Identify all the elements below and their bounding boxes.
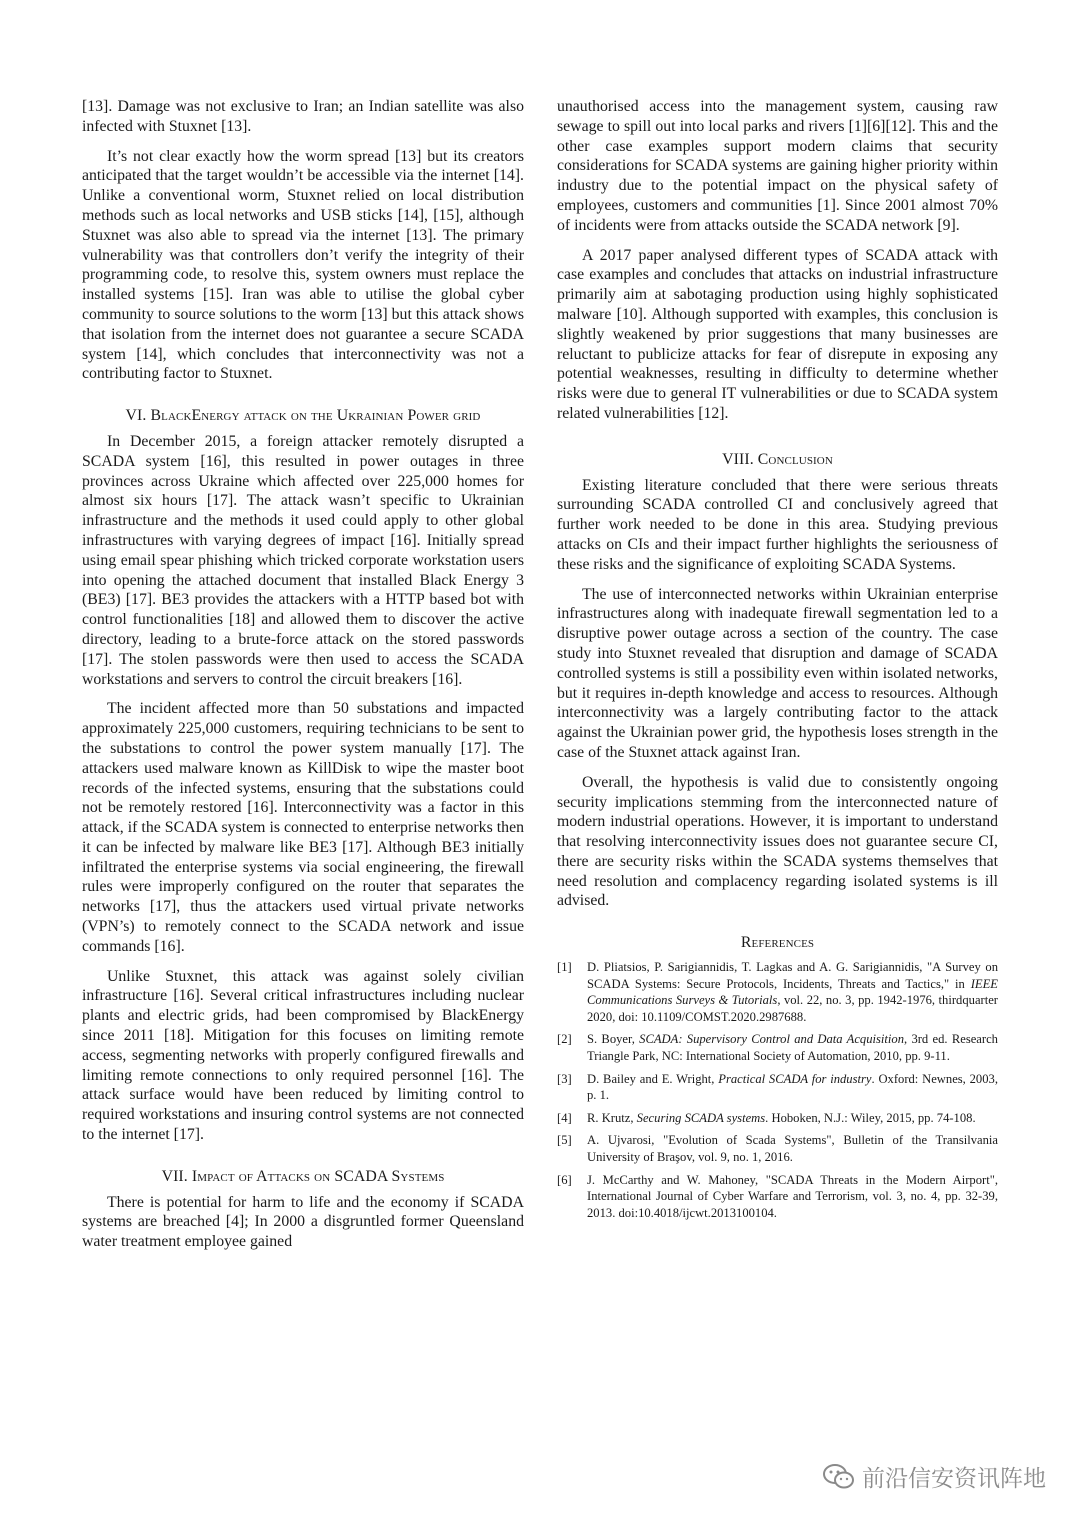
paragraph: In December 2015, a foreign attacker remotely disrupted a SCADA system [16], this resulted in power outages in three provinces across Ukraine which affected over 225,000 homes for almost six hours [17]. The attack wasn’t specific to Ukrainian infrastructure and the methods it used could apply to other global infrastructures with varying degrees of impact [16]. Initially spread using email spear phishing which tricked corporate workstation users into opening the attached document that installed Black Energy 3 (BE3) [17]. BE3 provides the attackers with a HTTP based bot with control functionalities [18] and allowed them to discover the active directory, leading to a brute-force attack on the stored passwords [17]. The stolen passwords were then used to access the SCADA workstations and servers to control the circuit breakers [16]. <box>82 432 524 688</box>
reference-text-part: . Hoboken, N.J.: Wiley, 2015, pp. 74-108. <box>765 1110 976 1125</box>
reference-number: [3] <box>557 1071 572 1086</box>
reference-text <box>587 1031 998 1064</box>
reference-title: Practical SCADA for industry <box>718 1071 872 1086</box>
section-heading-vii: VII. Impact of Attacks on SCADA Systems <box>161 1167 445 1185</box>
reference-number: [5] <box>557 1133 572 1148</box>
reference-text-part: . Oxford: Newnes, 2003, p. 1. <box>587 1071 998 1103</box>
paragraph: [13]. Damage was not exclusive to Iran; an Indian satellite was also infected with Stuxnet [13]. <box>82 98 524 135</box>
reference-text-part: D. Pliatsios, P. Sarigiannidis, T. Lagkas and A. G. Sarigiannidis, "A Survey on SCADA Systems: Secure Protocols, Incidents, Threats and Tactics," in <box>587 960 998 991</box>
section-heading-vi: VI. BlackEnergy attack on the Ukrainian Power grid <box>125 407 481 425</box>
reference-item <box>557 1071 998 1104</box>
right-column <box>557 97 998 1227</box>
reference-number: [6] <box>557 1172 572 1187</box>
paragraph: A 2017 paper analysed different types of SCADA attack with case examples and concludes that attacks on industrial infrastructure primarily aim at sabotaging production using highly sophisticated malware [10]. Although supported with examples, this conclusion is slightly weakened by prior suggestions that many businesses are reluctant to publicize attacks for fear of disrepute in exposing any potential weaknesses, resulting in difficulty to determine whether risks were due to general IT vulnerabilities or due to SCADA system related vulnerabilities [12]. <box>557 246 998 422</box>
reference-text-part: R. Krutz, <box>587 1110 637 1125</box>
reference-item <box>557 1132 998 1165</box>
reference-text <box>587 1132 998 1165</box>
references-list <box>557 959 998 1221</box>
watermark <box>822 1460 1046 1493</box>
section-heading-viii: VIII. Conclusion <box>722 450 833 468</box>
left-column <box>82 97 524 1262</box>
reference-text-part: , 3rd ed. Research Triangle Park, NC: International Society of Automation, 2010, pp. 9-11. <box>587 1032 998 1064</box>
paragraph: Unlike Stuxnet, this attack was against solely civilian infrastructure [16]. Several critical infrastructures including nuclear plants and electric grids, had been compromised by BlackEnergy since 2011 [18]. Mitigation for this focuses on limiting remote access, segmenting networks with properly configured firewalls and limiting remote connections to only required personnel [16]. The attack surface would have been reduced by limiting control to required workstations and insuring control systems are not connected to the internet [17]. <box>82 967 524 1144</box>
reference-title: SCADA: Supervisory Control and Data Acquisition <box>639 1032 905 1047</box>
reference-title: Securing SCADA systems <box>636 1110 766 1125</box>
paragraph: There is potential for harm to life and the economy if SCADA systems are breached [4]; In 2000 a disgruntled former Queensland water treatment employee gained <box>82 1193 524 1251</box>
paragraph: Existing literature concluded that there were serious threats surrounding SCADA controlled CI and conclusively agreed that further work needed to be done in this area. Studying previous attacks on CIs and their impact further highlights the seriousness of these risks and the significance of exploiting SCADA Systems. <box>557 476 998 573</box>
reference-text-part: J. McCarthy and W. Mahoney, "SCADA Threats in the Modern Airport", International Journal of Cyber Warfare and Terrorism, vol. 3, no. 4, pp. 32-39, 2013. doi:10.4018/ijcwt.2013100104. <box>587 1172 998 1220</box>
reference-text <box>587 959 998 1025</box>
paragraph: It’s not clear exactly how the worm spread [13] but its creators anticipated that the target wouldn’t be accessible via the internet [14]. Unlike a conventional worm, Stuxnet relied on local distribution methods such as local networks and USB sticks [14], [15], although Stuxnet was also able to spread via the internet [13]. The primary vulnerability was that controllers don’t verify the integrity of their programming code, to resolve this, system owners must replace the installed systems [15]. Iran was able to utilise the global cyber community to source solutions to the worm [13] but this attack shows that isolation from the internet does not guarantee a secure SCADA system [14], which concludes that interconnectivity was not a contributing factor to Stuxnet. <box>82 147 524 383</box>
paragraph: Overall, the hypothesis is valid due to consistently ongoing security implications stemming from the interconnected nature of modern industrial operations. However, it is important to understand that resolving interconnectivity issues does not guarantee secure CI, there are security risks within the SCADA systems themselves that need resolution and complacency regarding isolated systems is ill advised. <box>557 773 998 910</box>
reference-number: [2] <box>557 1032 572 1047</box>
reference-item <box>557 959 998 1025</box>
reference-text-part: D. Bailey and E. Wright, <box>587 1071 719 1086</box>
reference-text-part: , vol. 22, no. 3, pp. 1942-1976, thirdquarter 2020, doi: 10.1109/COMST.2020.2987688. <box>587 993 999 1024</box>
paragraph: The incident affected more than 50 substations and impacted approximately 225,000 customers, requiring technicians to be sent to the substations to control the power system manually [17]. The attackers used malware known as KillDisk to wipe the master boot records of the infected systems, ensuring that the substations could not be remotely restored [16]. Interconnectivity was a factor in this attack, if the SCADA system is connected to enterprise networks then it can be infected by malware like BE3 [17]. Although BE3 initially infiltrated the enterprise systems via social engineering, the firewall rules were improperly configured on the router that separates the networks [17], thus the attackers used virtual private networks (VPN’s) to remotely connect to the SCADA network and issue commands [16]. <box>82 700 524 955</box>
paragraph: unauthorised access into the management system, causing raw sewage to spill out into local parks and rivers [1][6][12]. This and the other case examples support modern claims that security considerations for SCADA systems are gaining higher priority within industry due to the potential impact on the physical safety of employees, customers and communities [1]. Since 2001 almost 70% of incidents were from attacks outside the SCADA network [9]. <box>557 98 998 234</box>
wechat-icon <box>822 1463 856 1491</box>
reference-text-part: S. Boyer, <box>587 1032 640 1047</box>
paragraph: The use of interconnected networks within Ukrainian enterprise infrastructures along with inadequate firewall segmentation led to a disruptive power outage across a section of the country. The case study into Stuxnet revealed that disruption and damage of SCADA controlled systems is still a possibility even within isolated networks, but it requires in-depth knowledge and access to resources. Although interconnectivity was a largely contributing factor to the attack against the Ukrainian power grid, the hypothesis loses strength in the case of the Stuxnet attack against Iran. <box>557 585 998 761</box>
reference-text <box>587 1172 998 1222</box>
watermark-text: 前沿信安资讯阵地 <box>862 1466 1046 1492</box>
reference-title: IEEE Communications Surveys & Tutorials <box>587 976 998 1008</box>
reference-text <box>587 1110 998 1127</box>
reference-item <box>557 1031 998 1064</box>
reference-item <box>557 1110 998 1127</box>
reference-number: [1] <box>557 960 572 975</box>
references-heading: References <box>740 934 815 952</box>
reference-item <box>557 1172 998 1222</box>
reference-number: [4] <box>557 1110 572 1125</box>
reference-text <box>587 1071 998 1104</box>
reference-text-part: A. Ujvarosi, "Evolution of Scada Systems", Bulletin of the Transilvania University of Braşov, vol. 9, no. 1, 2016. <box>587 1133 998 1165</box>
